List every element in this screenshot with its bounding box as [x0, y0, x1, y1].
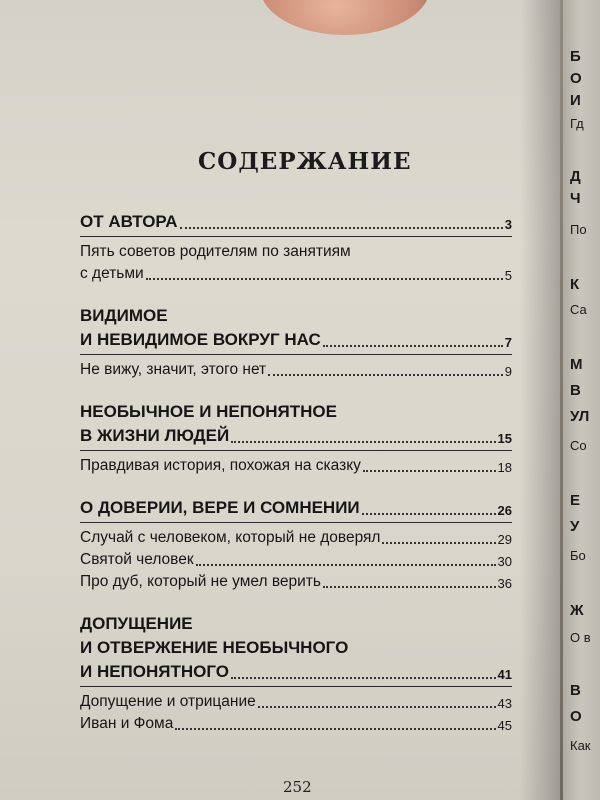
right-page-fragment: Гд: [570, 116, 584, 131]
finger: [260, 0, 430, 35]
toc-entry-text: Святой человек: [80, 551, 194, 568]
toc-entry: [80, 241, 512, 263]
toc-entry: [80, 263, 512, 285]
toc-section: [80, 496, 512, 593]
section-heading-text: ДОПУЩЕНИЕ: [80, 614, 193, 633]
section-heading-text: В ЖИЗНИ ЛЮДЕЙ: [80, 426, 230, 445]
toc-entry: [80, 713, 512, 735]
section-heading: [80, 424, 512, 448]
toc-entry-page-number: 29: [497, 532, 512, 547]
right-page-fragment: О: [570, 708, 582, 725]
section-heading: [80, 328, 512, 352]
leader-dots: [258, 706, 496, 708]
toc-entry: [80, 549, 512, 571]
right-page-fragment: М: [570, 356, 583, 373]
toc-entry-text: Правдивая история, похожая на сказку: [80, 457, 361, 474]
toc-section: [80, 612, 512, 735]
toc-entry: [80, 691, 512, 713]
right-page-fragment: В: [570, 682, 581, 699]
heading-rule: [80, 450, 512, 451]
toc-entry-text: Иван и Фома: [80, 715, 174, 732]
toc-entry: [80, 571, 512, 593]
section-heading-text: И ОТВЕРЖЕНИЕ НЕОБЫЧНОГО: [80, 638, 349, 657]
section-page-number: 15: [497, 431, 512, 446]
page-title: СОДЕРЖАНИЕ: [198, 148, 412, 175]
toc-section: [80, 400, 512, 477]
section-heading-text: ОТ АВТОРА: [80, 212, 178, 231]
section-heading: [80, 612, 512, 636]
leader-dots: [382, 542, 495, 544]
right-page-fragment: Ж: [570, 602, 584, 619]
toc-entry: [80, 455, 512, 477]
table-of-contents: [80, 210, 512, 754]
toc-entry-page-number: 45: [497, 718, 512, 733]
toc-entry-page-number: 9: [504, 364, 512, 379]
toc-entry: [80, 527, 512, 549]
section-page-number: 41: [497, 667, 512, 682]
right-page-fragment: Как: [570, 738, 591, 753]
right-page-fragment: И: [570, 92, 581, 109]
section-page-number: 3: [504, 217, 512, 232]
toc-entry-text: Допущение и отрицание: [80, 693, 256, 710]
toc-entry: [80, 359, 512, 381]
section-heading-text: И НЕВИДИМОЕ ВОКРУГ НАС: [80, 330, 321, 349]
toc-entry-page-number: 36: [497, 576, 512, 591]
section-heading: [80, 660, 512, 684]
leader-dots: [323, 586, 496, 588]
leader-dots: [146, 278, 503, 280]
heading-rule: [80, 236, 512, 237]
toc-entry-page-number: 43: [497, 696, 512, 711]
toc-section: [80, 210, 512, 285]
book-page-right: [560, 0, 600, 800]
page-gutter: [560, 0, 563, 800]
right-page-fragment: УЛ: [570, 408, 590, 425]
section-heading: [80, 210, 512, 234]
right-page-fragment: Ч: [570, 190, 581, 207]
heading-rule: [80, 522, 512, 523]
leader-dots: [362, 513, 496, 515]
toc-entry-page-number: 5: [504, 268, 512, 283]
section-heading-text: ВИДИМОЕ: [80, 306, 168, 325]
right-page-fragment: Со: [570, 438, 587, 453]
leader-dots: [175, 728, 495, 730]
right-page-fragment: Е: [570, 492, 581, 509]
toc-entry-text: Случай с человеком, который не доверял: [80, 529, 381, 546]
leader-dots: [180, 227, 503, 229]
right-page-fragment: К: [570, 276, 580, 293]
section-heading-text: НЕОБЫЧНОЕ И НЕПОНЯТНОЕ: [80, 402, 337, 421]
right-page-fragment: Д: [570, 168, 581, 185]
leader-dots: [268, 374, 503, 376]
leader-dots: [363, 470, 496, 472]
section-heading: [80, 400, 512, 424]
section-heading-text: О ДОВЕРИИ, ВЕРЕ И СОМНЕНИИ: [80, 498, 360, 517]
right-page-fragment: Бо: [570, 548, 586, 563]
leader-dots: [231, 677, 496, 679]
toc-entry-text: Не вижу, значит, этого нет: [80, 361, 267, 378]
heading-rule: [80, 354, 512, 355]
toc-entry-text: Про дуб, который не умел верить: [80, 573, 321, 590]
right-page-fragment: О: [570, 70, 582, 87]
toc-entry-page-number: 18: [497, 460, 512, 475]
section-heading: [80, 496, 512, 520]
right-page-fragment: Б: [570, 48, 581, 65]
leader-dots: [196, 564, 496, 566]
toc-entry-page-number: 30: [497, 554, 512, 569]
section-heading: [80, 636, 512, 660]
leader-dots: [323, 345, 503, 347]
section-page-number: 26: [497, 503, 512, 518]
toc-entry-text: с детьми: [80, 265, 144, 282]
page-number: 252: [283, 778, 312, 796]
toc-entry-text: Пять советов родителям по занятиям: [80, 243, 351, 260]
right-page-fragment: О в: [570, 630, 591, 645]
leader-dots: [231, 441, 495, 443]
heading-rule: [80, 686, 512, 687]
right-page-fragment: В: [570, 382, 581, 399]
section-heading: [80, 304, 512, 328]
right-page-fragment: Са: [570, 302, 587, 317]
right-page-fragment: По: [570, 222, 587, 237]
toc-section: [80, 304, 512, 381]
section-page-number: 7: [504, 335, 512, 350]
section-heading-text: И НЕПОНЯТНОГО: [80, 662, 230, 681]
right-page-fragment: У: [570, 518, 580, 535]
